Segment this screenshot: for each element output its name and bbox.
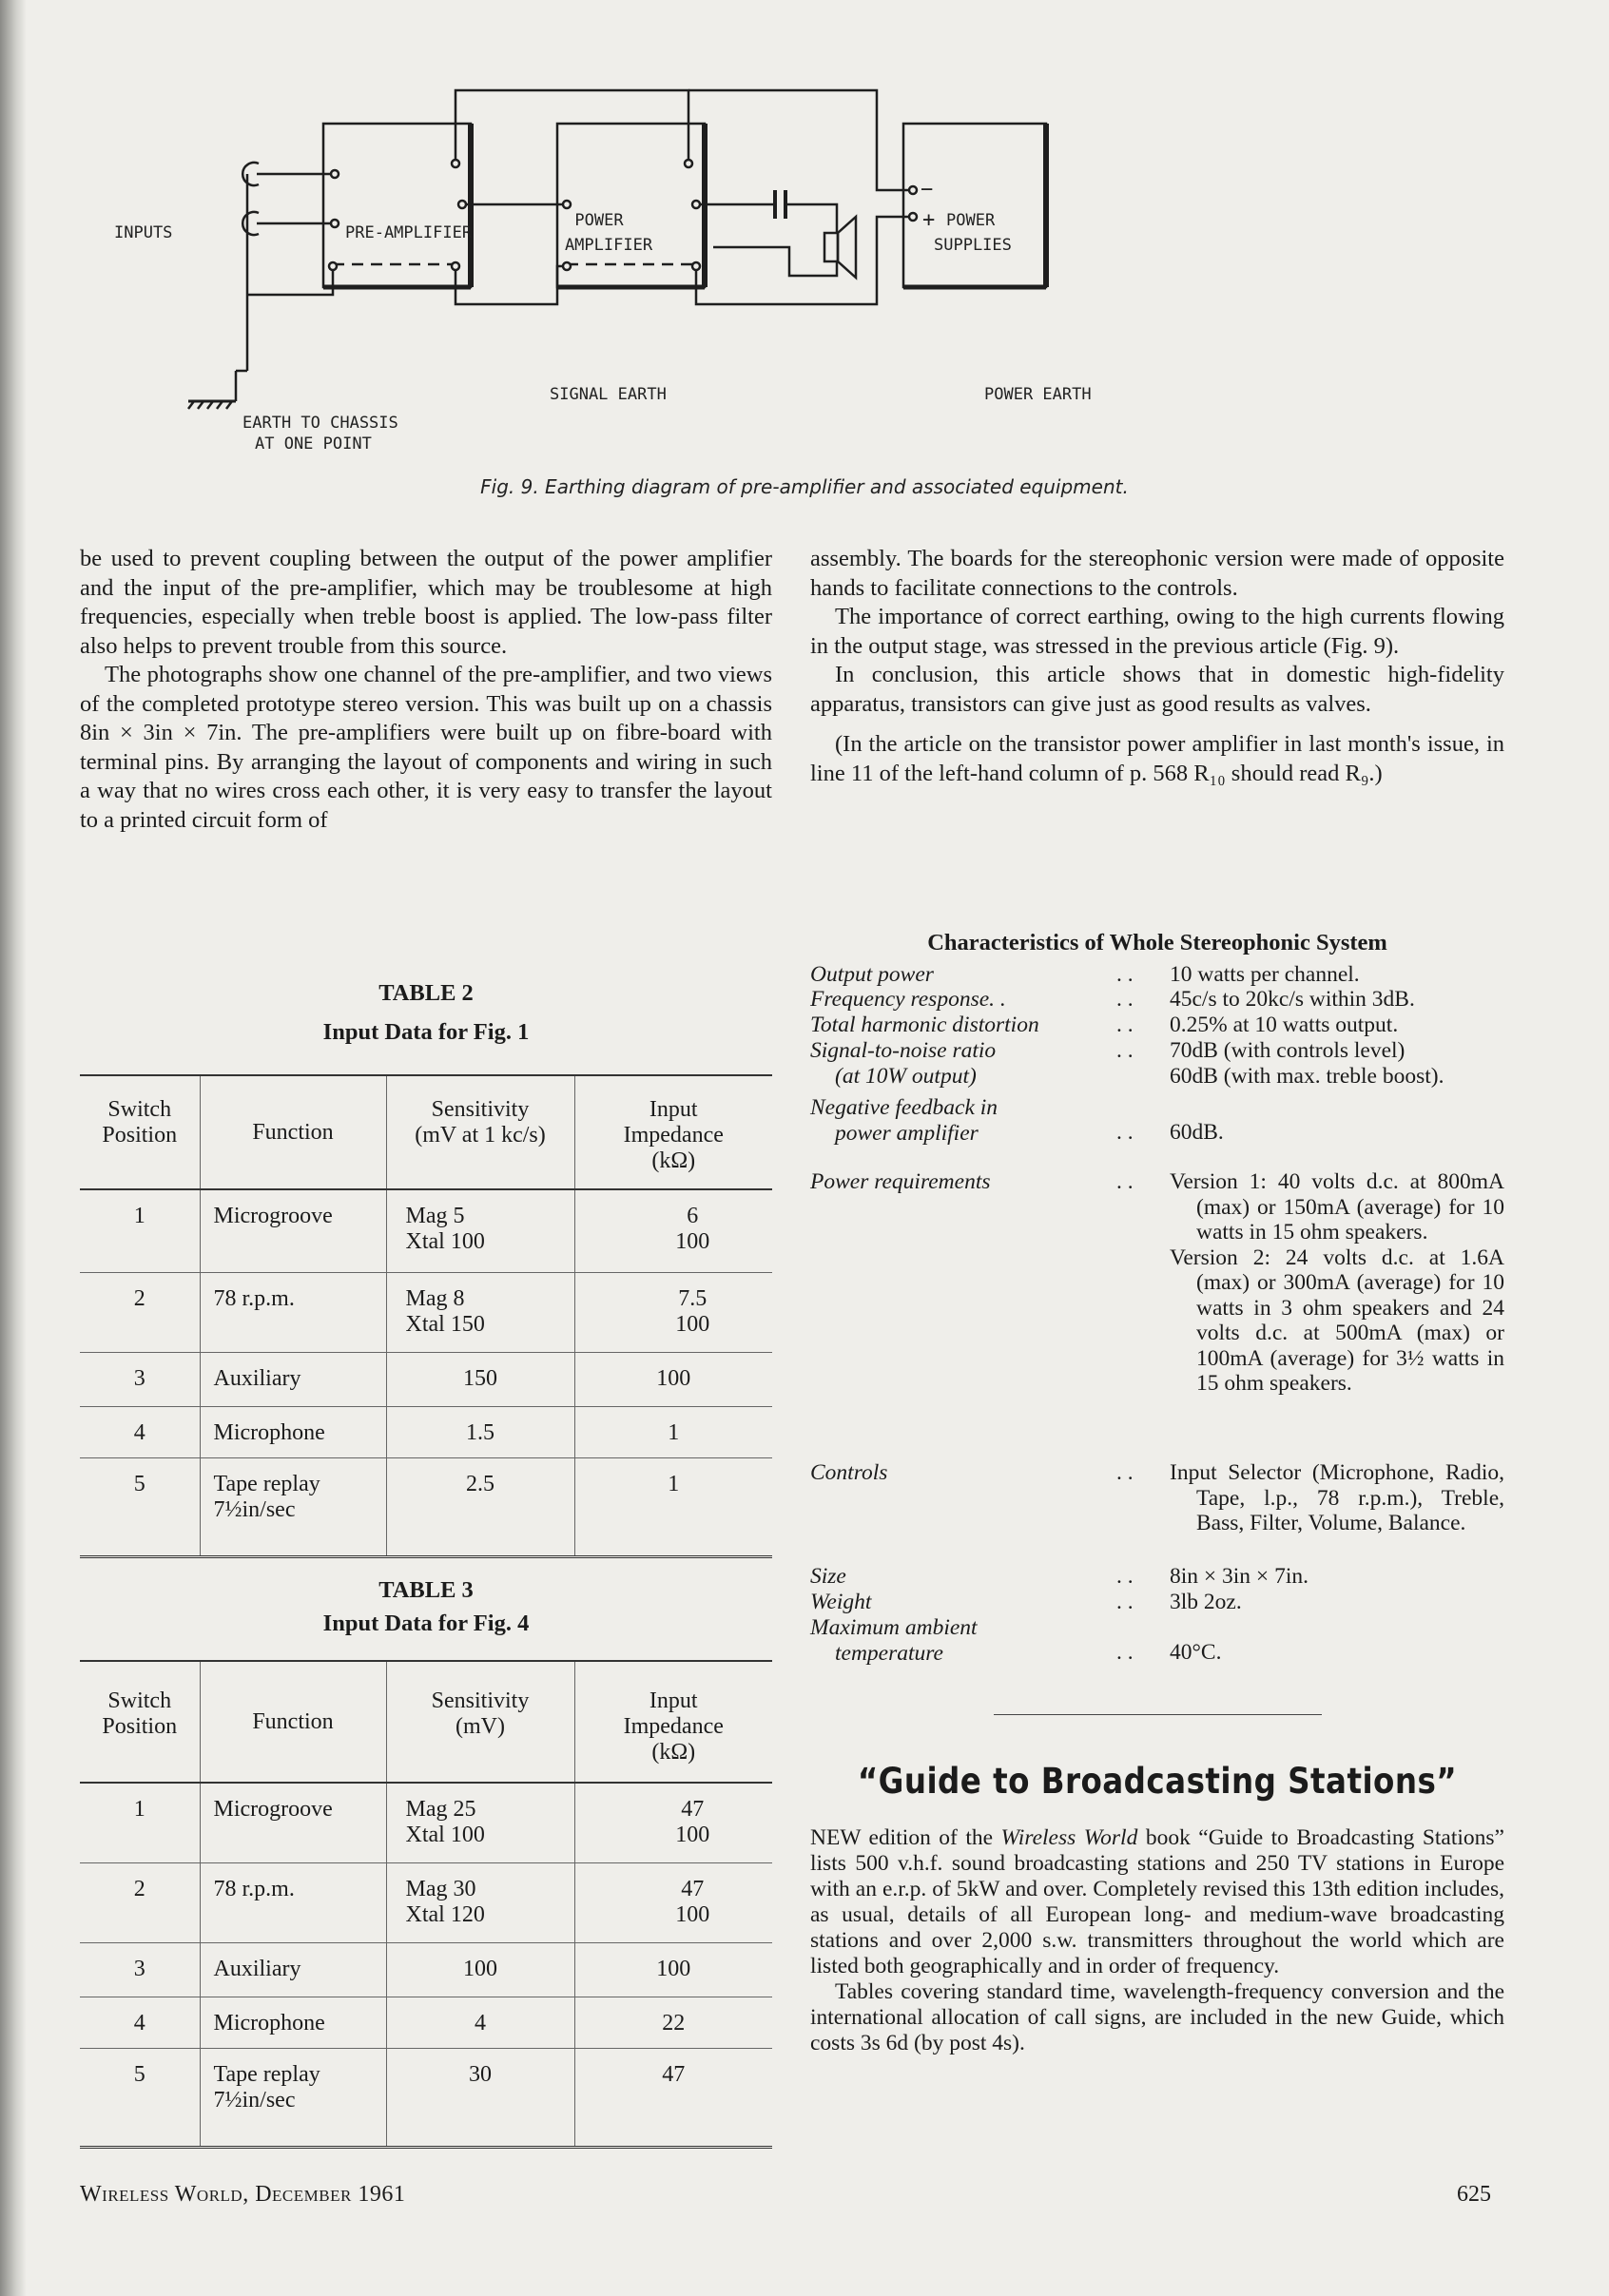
table2-header-impedance: Input Impedance (kΩ) xyxy=(574,1075,772,1189)
cell-impedance: 100 xyxy=(574,1352,772,1406)
characteristic-value: Input Selector (Microphone, Radio, Tape, l.p., 78 r.p.m.), Treble, Bass, Filter, Volume, Balance. xyxy=(1170,1460,1504,1535)
characteristic-label: Frequency response. . xyxy=(810,987,1006,1012)
paragraph: assembly. The boards for the stereophonic version were made of opposite hands to facilitate connections to the controls. xyxy=(810,546,1504,601)
page-number: 625 xyxy=(1457,2182,1491,2207)
label-minus: − xyxy=(921,178,934,202)
divider xyxy=(994,1714,1322,1715)
table3-header-function: Function xyxy=(200,1661,386,1783)
characteristic-value: Version 1: 40 volts d.c. at 800mA (max) or 150mA (average) for 10 watts in 15 ohm speakers. Version 2: 24 volts d.c. at 1.6A (max) or 300mA (average) for 10 watts in 3 ohm speakers and 24 volts d.c. at 500mA (max) or 100mA (average) for 3½ watts in 15 ohm speakers. xyxy=(1170,1169,1504,1396)
cell-impedance: 22 xyxy=(574,1997,772,2048)
guide-title: “Guide to Broadcasting Stations” xyxy=(857,1761,1458,1802)
paragraph: In conclusion, this article shows that in domestic high-fidelity apparatus, transistors can give just as good results as valves. xyxy=(810,662,1504,717)
characteristic-label: Output power xyxy=(810,962,934,987)
cell-sensitivity: 100 xyxy=(386,1942,574,1997)
cell-sensitivity: Mag 25 Xtal 100 xyxy=(386,1783,574,1862)
cell-position: 4 xyxy=(80,1406,200,1457)
cell-impedance: 47 xyxy=(574,2048,772,2147)
cell-sensitivity: 30 xyxy=(386,2048,574,2147)
label-power-amp-1: POWER xyxy=(574,211,624,230)
characteristic-label: Power requirements xyxy=(810,1169,991,1194)
table-row xyxy=(80,1942,772,1997)
label-power-earth: POWER EARTH xyxy=(984,385,1092,404)
leader-dots: . . xyxy=(1116,1013,1134,1037)
characteristic-value: 3lb 2oz. xyxy=(1170,1590,1242,1614)
label-plus: + xyxy=(922,208,936,232)
label-preamp: PRE-AMPLIFIER xyxy=(345,223,473,242)
label-earth-2: AT ONE POINT xyxy=(255,434,372,453)
label-supplies-2: SUPPLIES xyxy=(934,236,1012,255)
table2-title: TABLE 2 xyxy=(378,980,474,1006)
label-inputs: INPUTS xyxy=(114,223,173,242)
cell-sensitivity: Mag 8 Xtal 150 xyxy=(386,1272,574,1352)
table2-header-function: Function xyxy=(200,1075,386,1189)
preamp-box xyxy=(323,124,471,287)
footer-publication: Wireless World, December 1961 xyxy=(80,2182,406,2207)
cell-impedance: 6 100 xyxy=(574,1189,772,1272)
guide-text xyxy=(810,1825,1504,2056)
label-earth-1: EARTH TO CHASSIS xyxy=(242,414,398,433)
figure-caption: Fig. 9. Earthing diagram of pre-amplifier and associated equipment. xyxy=(480,475,1129,498)
power-amp-box xyxy=(557,124,705,287)
characteristic-value: 10 watts per channel. xyxy=(1170,962,1360,987)
table-row xyxy=(80,1189,772,1272)
characteristic-label: Negative feedback in power amplifier xyxy=(810,1095,998,1146)
cell-impedance: 47 100 xyxy=(574,1783,772,1862)
table2-header-position: Switch Position xyxy=(80,1075,200,1189)
characteristic-label: Weight xyxy=(810,1590,872,1614)
table-row xyxy=(80,2048,772,2147)
cell-position: 1 xyxy=(80,1783,200,1862)
table3-title: TABLE 3 xyxy=(378,1577,474,1603)
characteristic-label: Total harmonic distortion xyxy=(810,1013,1039,1037)
label-supplies-1: POWER xyxy=(946,211,996,230)
leader-dots: . . xyxy=(1116,1038,1134,1063)
cell-position: 1 xyxy=(80,1189,200,1272)
characteristic-label: Controls xyxy=(810,1460,888,1485)
input-jack-1 xyxy=(242,163,259,185)
cell-position: 3 xyxy=(80,1352,200,1406)
paragraph: Tables covering standard time, wavelength-frequency conversion and the international allocation of call signs, are included in the new Guide, which costs 3s 6d (by post 4s). xyxy=(810,1979,1504,2055)
cell-position: 5 xyxy=(133,2061,145,2087)
cell-position: 2 xyxy=(80,1862,200,1942)
paragraph: (In the article on the transistor power amplifier in last month's issue, in line 11 of the left-hand column of p. 568 R₁₀ should read R₉.) xyxy=(810,731,1504,786)
characteristic-value: 0.25% at 10 watts output. xyxy=(1170,1013,1399,1037)
cell-position: 5 xyxy=(133,1471,145,1496)
cell-position: 3 xyxy=(80,1942,200,1997)
earthing-diagram xyxy=(105,76,1531,475)
table3-header-position: Switch Position xyxy=(80,1661,200,1783)
table3-subtitle: Input Data for Fig. 4 xyxy=(322,1611,530,1636)
cell-impedance: 1 xyxy=(574,1406,772,1457)
characteristic-value: 40°C. xyxy=(1170,1640,1222,1665)
cell-sensitivity: Mag 30 Xtal 120 xyxy=(386,1862,574,1942)
table2-subtitle: Input Data for Fig. 1 xyxy=(322,1019,530,1045)
leader-dots: . . xyxy=(1116,1120,1134,1145)
leader-dots: . . xyxy=(1116,1460,1134,1485)
table3-header-sensitivity: Sensitivity (mV) xyxy=(386,1661,574,1783)
table-row xyxy=(80,1272,772,1352)
cell-sensitivity: 4 xyxy=(386,1997,574,2048)
characteristic-value: 45c/s to 20kc/s within 3dB. xyxy=(1170,987,1415,1012)
cell-position: 4 xyxy=(80,1997,200,2048)
leader-dots: . . xyxy=(1116,1169,1134,1194)
leader-dots: . . xyxy=(1116,1640,1134,1665)
table-row xyxy=(80,1783,772,1862)
cell-position: 2 xyxy=(80,1272,200,1352)
table3-header-impedance: Input Impedance (kΩ) xyxy=(574,1661,772,1783)
leader-dots: . . xyxy=(1116,1564,1134,1589)
characteristic-label: Size xyxy=(810,1564,846,1589)
cell-sensitivity: 2.5 xyxy=(386,1457,574,1556)
speaker-icon xyxy=(824,233,838,261)
cell-function: Tape replay 7½in/sec xyxy=(200,1457,386,1556)
paragraph: NEW edition of the Wireless World book “Guide to Broadcasting Stations” lists 500 v.h.f. sound broadcasting stations and 250 TV stations in Europe with an e.r.p. of 5kW and over. Completely revised this 13th edition includes, as usual, details of all European long- and medium-wave broadcasting stations and over 2,000 s.w. transmitters throughout the world which are listed both geographically and in order of frequency. xyxy=(810,1825,1504,1978)
cell-function: Tape replay 7½in/sec xyxy=(200,2048,386,2147)
input-jack-2 xyxy=(242,212,259,235)
leader-dots: . . xyxy=(1116,987,1134,1012)
cell-impedance: 47 100 xyxy=(574,1862,772,1942)
leader-dots: . . xyxy=(1116,962,1134,987)
cell-function: Microgroove xyxy=(200,1189,386,1272)
paragraph: be used to prevent coupling between the output of the power amplifier and the input of the pre-amplifier, which may be troublesome at high frequencies, especially when treble boost is applied. The low-pass filter also helps to prevent trouble from this source. xyxy=(80,546,772,659)
right-column-text xyxy=(810,545,1504,788)
cell-function: Microphone xyxy=(200,1997,386,2048)
table3 xyxy=(80,1660,772,2149)
table-row xyxy=(80,1352,772,1406)
cell-sensitivity: 1.5 xyxy=(386,1406,574,1457)
characteristic-label: Signal-to-noise ratio (at 10W output) xyxy=(810,1038,997,1089)
table-row xyxy=(80,1406,772,1457)
table-row xyxy=(80,1862,772,1942)
cell-function: 78 r.p.m. xyxy=(200,1862,386,1942)
cell-function: Microgroove xyxy=(200,1783,386,1862)
power-supplies-box xyxy=(903,124,1046,287)
cell-function: Auxiliary xyxy=(200,1352,386,1406)
cell-function: Auxiliary xyxy=(200,1942,386,1997)
characteristics-title: Characteristics of Whole Stereophonic System xyxy=(927,930,1387,955)
cell-sensitivity: 150 xyxy=(386,1352,574,1406)
characteristic-value: 60dB. xyxy=(1170,1120,1224,1145)
cell-impedance: 100 xyxy=(574,1942,772,1997)
cell-function: 78 r.p.m. xyxy=(200,1272,386,1352)
paragraph: The importance of correct earthing, owing to the high currents flowing in the output stage, was stressed in the previous article (Fig. 9). xyxy=(810,604,1504,659)
cell-sensitivity: Mag 5 Xtal 100 xyxy=(386,1189,574,1272)
table-row xyxy=(80,1457,772,1556)
leader-dots: . . xyxy=(1116,1590,1134,1614)
paragraph: The photographs show one channel of the pre-amplifier, and two views of the completed prototype stereo version. This was built up on a chassis 8in × 3in × 7in. The pre-amplifiers were built up on fibre-board with terminal pins. By arranging the layout of components and wiring in such a way that no wires cross each other, it is very easy to transfer the layout to a printed circuit form of xyxy=(80,662,772,833)
table2-header-sensitivity: Sensitivity (mV at 1 kc/s) xyxy=(386,1075,574,1189)
page-edge-shadow xyxy=(0,0,27,2296)
cell-impedance: 1 xyxy=(574,1457,772,1556)
cell-function: Microphone xyxy=(200,1406,386,1457)
table2 xyxy=(80,1074,772,1558)
cell-impedance: 7.5 100 xyxy=(574,1272,772,1352)
characteristic-value: 8in × 3in × 7in. xyxy=(1170,1564,1309,1589)
characteristic-label: Maximum ambient temperature xyxy=(810,1615,978,1666)
label-power-amp-2: AMPLIFIER xyxy=(564,236,653,255)
left-column-text xyxy=(80,545,772,835)
characteristic-value: 70dB (with controls level) 60dB (with max. treble boost). xyxy=(1170,1038,1444,1089)
label-signal-earth: SIGNAL EARTH xyxy=(550,385,667,404)
table-row xyxy=(80,1997,772,2048)
